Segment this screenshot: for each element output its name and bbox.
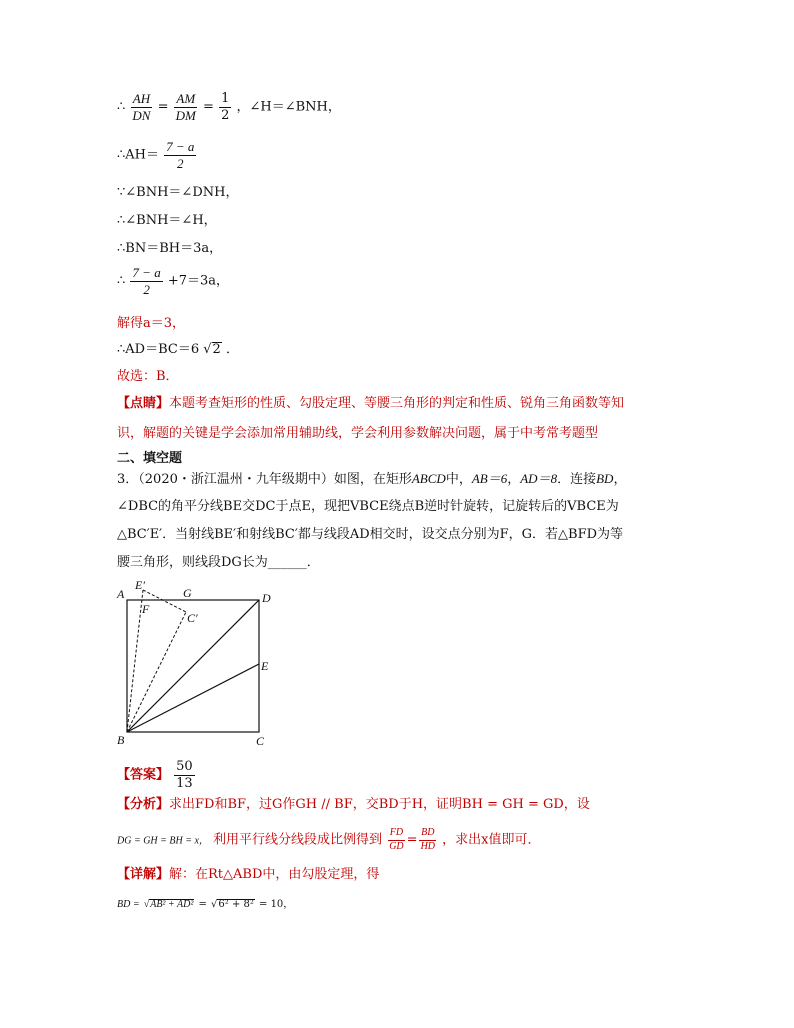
problem-line-3: △BC′E′．当射线BE′和射线BC′都与线段AD相交时，设交点分别为F，G．若△BFD为等 — [117, 527, 624, 542]
label-c-prime: C′ — [187, 611, 198, 625]
fraction-am-dm: $\frac{AM}{DM}$ — [175, 91, 196, 123]
analysis-line-1: 【分析】求出FD和BF，过G作GH // BF，交BD于H，证明BH = GH = GD，设 — [117, 797, 590, 812]
step-angle-bnh-dnh: ∵∠BNH＝∠DNH， — [117, 185, 239, 200]
fraction-one-half: $\frac{1}{2}$ — [221, 91, 230, 123]
sqrt-two: √ 2 — [203, 342, 221, 357]
analysis-tag: 【分析】 — [117, 797, 170, 812]
problem-line-1: 3．（2020・浙江温州・九年级期中）如图，在矩形ABCD中，AB＝6，AD＝8．连接BD， — [117, 471, 627, 487]
fraction-fd-gd: $\frac{FD}{GD}$ — [389, 827, 404, 852]
label-a: A — [117, 587, 125, 601]
therefore-symbol: ∴ — [117, 99, 126, 115]
answer-fraction: $\frac{50}{13}$ — [176, 759, 193, 791]
sqrt-6-8: √ 6² + 8² — [211, 899, 254, 910]
label-b: B — [117, 733, 125, 747]
fraction-bd-hd: $\frac{BD}{HD}$ — [420, 827, 436, 852]
ray-bc-prime — [127, 612, 186, 732]
segment-e-prime-c-prime — [143, 590, 186, 612]
comment-tag: 【点睛】 — [117, 396, 170, 411]
step-equation: ∴ $\frac{7 - a}{2}$ +7＝3a， — [117, 265, 230, 297]
ray-be-prime — [127, 590, 143, 732]
step-choice: 故选：B． — [117, 369, 179, 384]
label-f: F — [142, 602, 150, 616]
comment-line-1: 【点睛】本题考查矩形的性质、勾股定理、等腰三角形的判定和性质、锐角三角函数等知 — [117, 396, 625, 411]
problem-line-2: ∠DBC的角平分线BE交DC于点E，现把VBCE绕点B逆时针旋转，记旋转后的VBCE为 — [117, 499, 619, 514]
fraction-ah-dn: $\frac{AH}{DN}$ — [132, 91, 151, 123]
answer-line — [117, 760, 196, 790]
comment-line-2: 识，解题的关键是学会添加常用辅助线，学会利用参数解决问题，属于中考常考题型 — [117, 426, 599, 441]
label-g: G — [183, 586, 192, 600]
geometry-figure — [113, 578, 283, 748]
detail-equation: BD = √ AB² + AD² = √ 6² + 8² = 10， — [117, 899, 294, 910]
label-e-prime: E′ — [135, 578, 145, 592]
answer-tag: 【答案】 — [117, 767, 170, 783]
bisector-be — [127, 664, 259, 732]
detail-line-1: 【详解】解：在Rt△ABD中，由勾股定理，得 — [117, 867, 380, 882]
label-e: E — [261, 659, 269, 673]
label-d: D — [262, 591, 271, 605]
detail-tag: 【详解】 — [117, 867, 170, 882]
section-title: 二、填空题 — [117, 451, 183, 466]
step-angle-bnh-h: ∴∠BNH＝∠H， — [117, 213, 217, 228]
step-ah-value: ∴AH＝ $\frac{7 - a}{2}$ — [117, 139, 195, 171]
fraction-7-minus-a-over-2-b: $\frac{7 - a}{2}$ — [132, 265, 161, 297]
step-solve-a: 解得a＝3， — [117, 316, 186, 331]
problem-line-4: 腰三角形，则线段DG长为______． — [117, 555, 320, 570]
analysis-line-2: DG = GH = BH = x， 利用平行线分线段成比例得到 $\frac{FD}{GD}$ = $\frac{BD}{HD}$ ，求出x值即可． — [117, 827, 541, 852]
step-bn-bh: ∴BN＝BH＝3a， — [117, 241, 223, 256]
step-ad-value: ∴AD＝BC＝6 √ 2 ． — [117, 342, 239, 357]
step-ratio-line: ∴ $\frac{AH}{DN}$ = $\frac{AM}{DM}$ = $\frac{1}{2}$ ，∠H＝∠BNH， — [117, 91, 341, 123]
sqrt-ab-ad: √ AB² + AD² — [143, 899, 194, 910]
label-c: C — [256, 734, 265, 748]
fraction-7-minus-a-over-2: $\frac{7 - a}{2}$ — [166, 139, 195, 171]
